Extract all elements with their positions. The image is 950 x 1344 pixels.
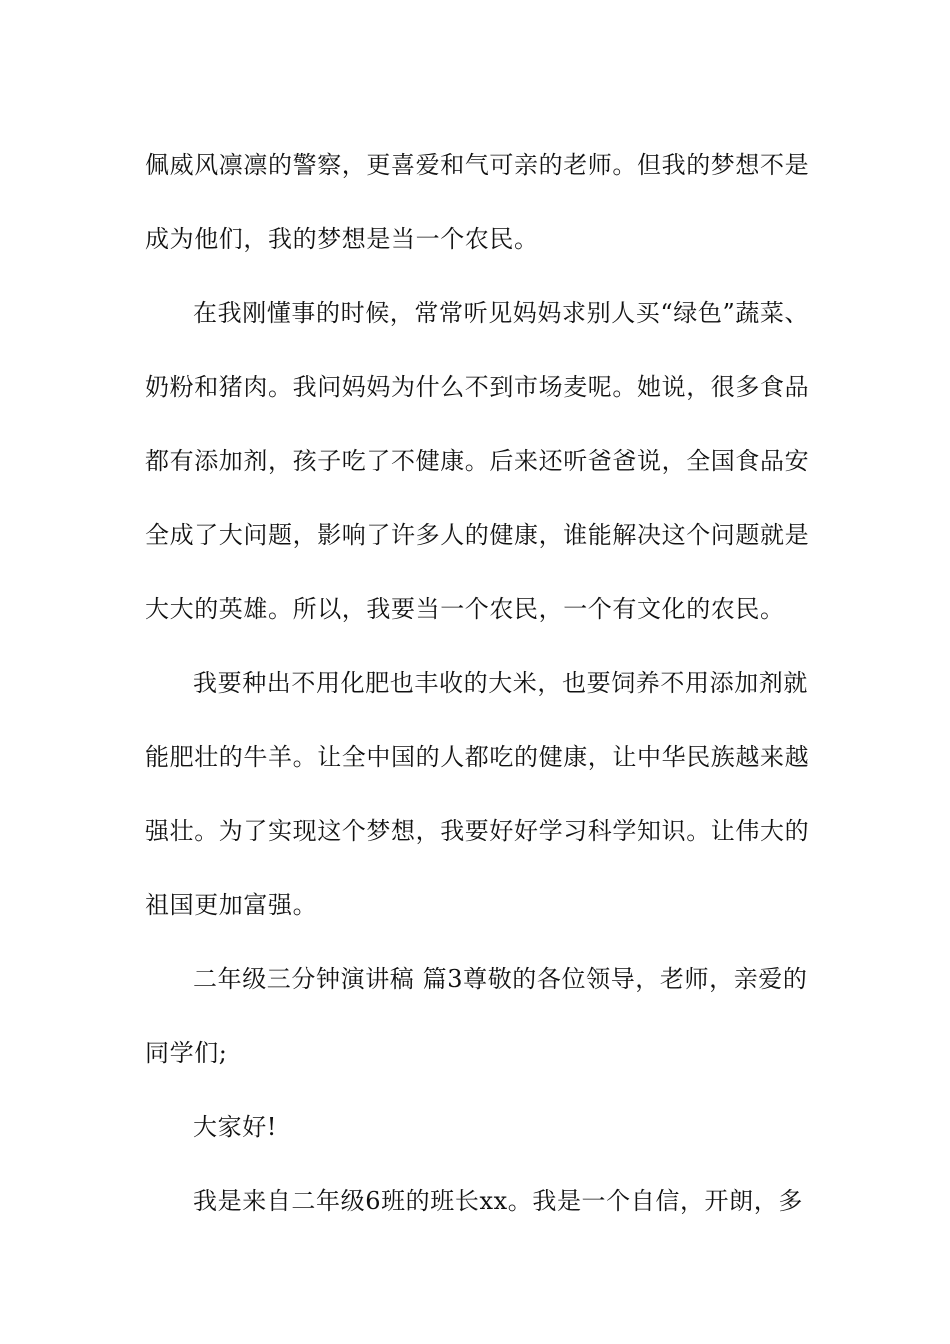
text-line: 祖国更加富强。	[145, 891, 318, 919]
text-line: 大家好!	[193, 1113, 278, 1141]
text-line: 我要种出不用化肥也丰收的大米，也要饲养不用添加剂就	[193, 669, 808, 697]
text-line: 都有添加剂，孩子吃了不健康。后来还听爸爸说，全国食品安	[145, 447, 810, 475]
text-line: 在我刚懂事的时候，常常听见妈妈求别人买“绿色”蔬菜、	[193, 299, 810, 327]
text-line: 我是来自二年级6班的班长xx。我是一个自信，开朗，多	[193, 1187, 803, 1215]
text-line: 二年级三分钟演讲稿 篇3尊敬的各位领导，老师，亲爱的	[193, 965, 808, 993]
text-line: 大大的英雄。所以，我要当一个农民，一个有文化的农民。	[145, 595, 785, 623]
text-line: 佩威风凛凛的警察，更喜爱和气可亲的老师。但我的梦想不是	[145, 151, 810, 179]
text-line: 成为他们，我的梦想是当一个农民。	[145, 225, 539, 253]
text-line: 全成了大问题，影响了许多人的健康，谁能解决这个问题就是	[145, 521, 810, 549]
text-line: 同学们;	[145, 1039, 228, 1067]
text-line: 能肥壮的牛羊。让全中国的人都吃的健康，让中华民族越来越	[145, 743, 810, 771]
text-line: 奶粉和猪肉。我问妈妈为什么不到市场麦呢。她说，很多食品	[145, 373, 810, 401]
text-line: 强壮。为了实现这个梦想，我要好好学习科学知识。让伟大的	[145, 817, 810, 845]
document-body	[145, 128, 810, 1238]
